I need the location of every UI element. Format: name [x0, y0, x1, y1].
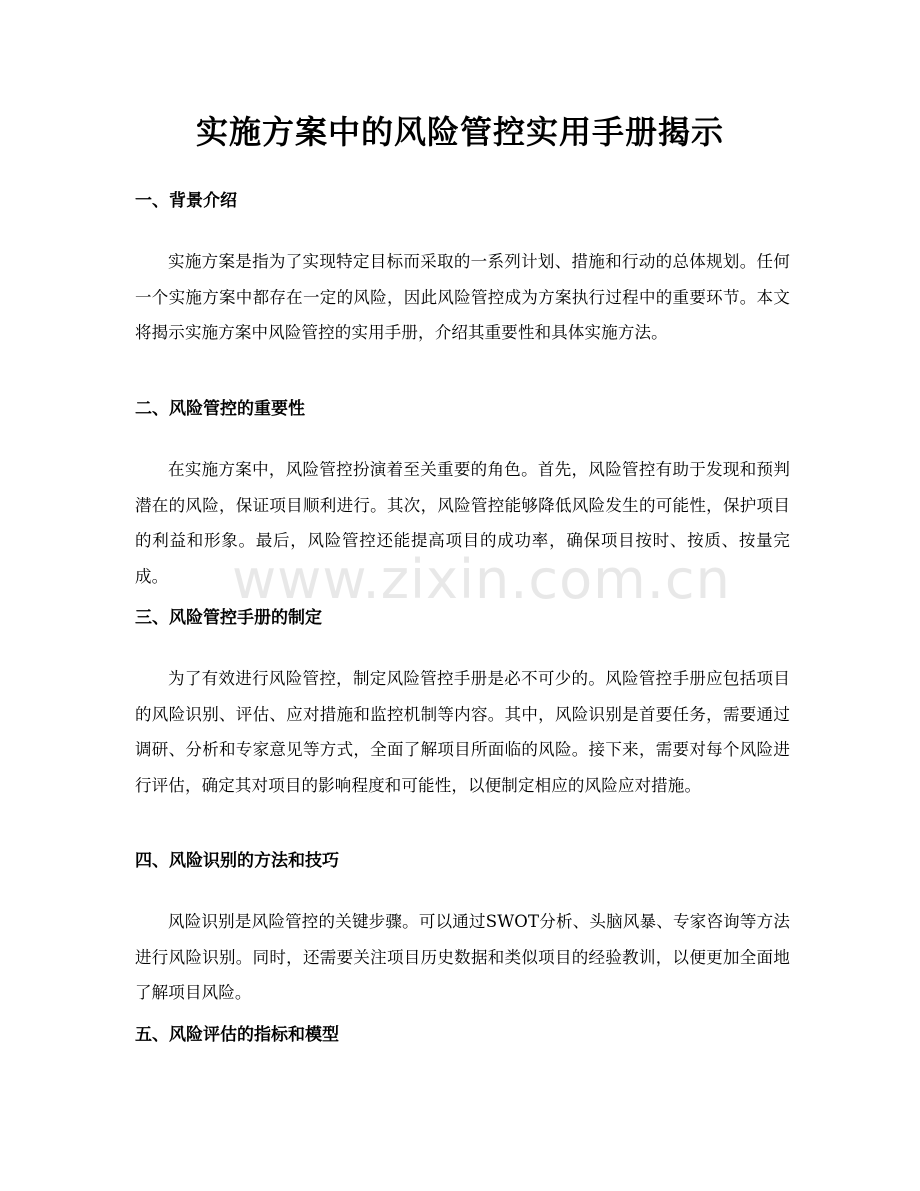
watermark-text: www.zixin.com.cn — [232, 548, 731, 611]
section-heading: 五、风险评估的指标和模型 — [135, 1025, 339, 1045]
document-title: 实施方案中的风险管控实用手册揭示 — [195, 113, 724, 151]
section-paragraph: 为了有效进行风险管控，制定风险管控手册是必不可少的。风险管控手册应包括项目的风险识别、评估、应对措施和监控机制等内容。其中，风险识别是首要任务，需要通过调研、分析和专家意见等方式，全面了解项目所面临的风险。接下来，需要对每个风险进行评估，确定其对项目的影响程度和可能性，以便制定相应的风险应对措施。 — [135, 669, 790, 795]
section-risk-assessment — [135, 1022, 790, 1048]
section-heading: 一、背景介绍 — [135, 191, 237, 211]
section-paragraph: 在实施方案中，风险管控扮演着至关重要的角色。首先，风险管控有助于发现和预判潜在的风险，保证项目顺利进行。其次，风险管控能够降低风险发生的可能性，保护项目的利益和形象。最后，风险管控还能提高项目的成功率，确保项目按时、按质、按量完成。 — [135, 460, 790, 586]
section-heading: 三、风险管控手册的制定 — [135, 608, 322, 628]
section-manual-formulation — [135, 605, 790, 803]
section-heading: 二、风险管控的重要性 — [135, 399, 305, 419]
section-paragraph: 实施方案是指为了实现特定目标而采取的一系列计划、措施和行动的总体规划。任何一个实施方案中都存在一定的风险，因此风险管控成为方案执行过程中的重要环节。本文将揭示实施方案中风险管控的实用手册，介绍其重要性和具体实施方法。 — [135, 252, 790, 342]
section-background — [135, 188, 790, 351]
section-heading: 四、风险识别的方法和技巧 — [135, 851, 339, 871]
section-importance — [135, 396, 790, 594]
section-risk-identification — [135, 848, 790, 1011]
section-paragraph: 风险识别是风险管控的关键步骤。可以通过SWOT分析、头脑风暴、专家咨询等方法进行风险识别。同时，还需要关注项目历史数据和类似项目的经验教训，以便更加全面地了解项目风险。 — [135, 912, 790, 1002]
